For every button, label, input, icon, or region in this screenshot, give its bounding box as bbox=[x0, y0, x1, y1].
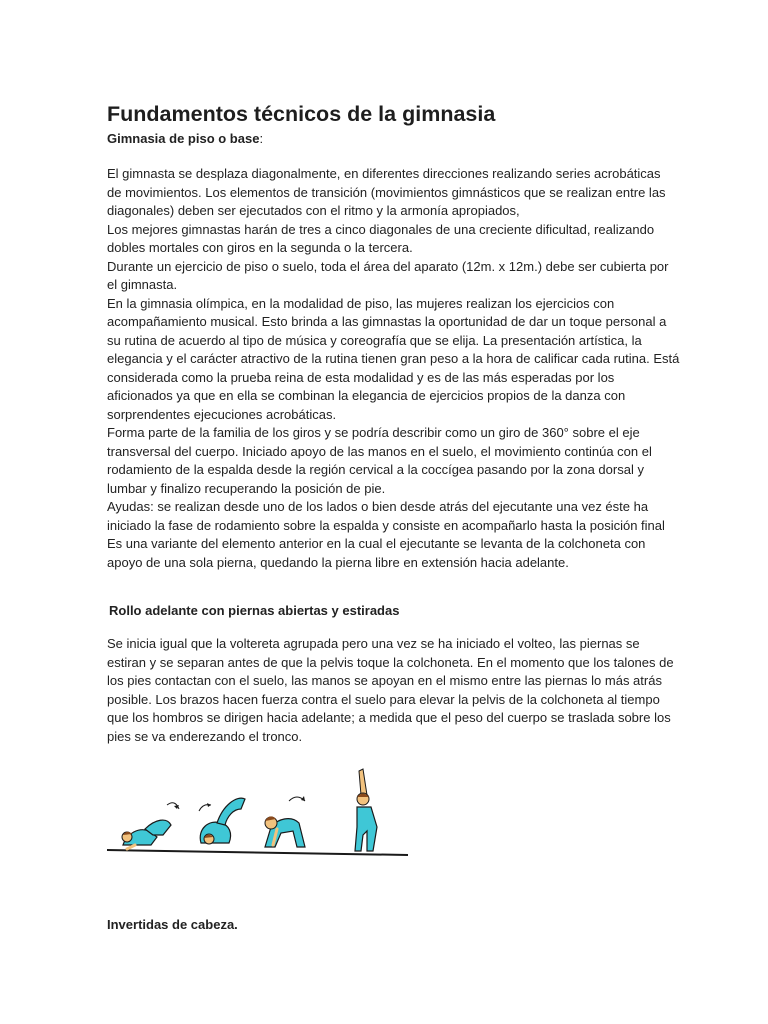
text-line: Se inicia igual que la voltereta agrupada pero una vez se ha iniciado el volteo, las piernas se bbox=[107, 636, 640, 651]
text-line: aficionados ya que en ella se combinan la elegancia de ejercicios propios de la danza con bbox=[107, 388, 626, 403]
page-title: Fundamentos técnicos de la gimnasia bbox=[107, 102, 496, 126]
section-heading-headstands: Invertidas de cabeza. bbox=[107, 917, 238, 932]
section-subtitle bbox=[107, 131, 263, 146]
text-line: En la gimnasia olímpica, en la modalidad de piso, las mujeres realizan los ejercicios con bbox=[107, 295, 615, 311]
text-line: Ayudas: se realizan desde uno de los lados o bien desde atrás del ejecutante una vez éste ha bbox=[107, 499, 649, 514]
text-line: acompañamiento musical. Esto brinda a las gimnastas la oportunidad de dar un toque personal a bbox=[107, 314, 667, 329]
text-line: rodamiento de la espalda desde la región cervical a la coccígea pasando por la zona dorsal y bbox=[107, 462, 644, 477]
arrowhead-icon bbox=[207, 803, 211, 807]
text-line: diagonales) deben ser ejecutados con el ritmo y la armonía apropiados, bbox=[107, 203, 520, 218]
text-line: de movimientos. Los elementos de transición (movimientos gimnásticos que se realizan entre las bbox=[107, 184, 666, 200]
text-line: elegancia y el carácter atractivo de la rutina tienen gran peso a la hora de calificar cada rutina. Está bbox=[107, 351, 680, 366]
text-line: considerada como la prueba reina de esta modalidad y es de las más esperadas por los bbox=[107, 369, 615, 385]
text-line: sorprendentes ejecuciones acrobáticas. bbox=[107, 406, 337, 422]
section-heading-straddle-roll: Rollo adelante con piernas abiertas y estiradas bbox=[109, 603, 400, 618]
text-line: apoyo de una sola pierna, quedando la pierna libre en extensión hacia adelante. bbox=[107, 554, 569, 570]
text-line: lumbar y finalizo recuperando la posición de pie. bbox=[107, 480, 386, 496]
text-line: El gimnasta se desplaza diagonalmente, en diferentes direcciones realizando series acrobáticas bbox=[107, 166, 661, 181]
gymnast-figure-3 bbox=[265, 816, 305, 847]
text-line: los pies contactan con el suelo, las manos se apoyan en el mismo entre las piernas lo más atrás bbox=[107, 673, 662, 688]
text-line: estiran y se separan antes de que la pelvis toque la colchoneta. En el momento que los talones de bbox=[107, 654, 674, 670]
text-line: Durante un ejercicio de piso o suelo, toda el área del aparato (12m. x 12m.) debe ser cubierta por bbox=[107, 258, 669, 274]
text-line: que los hombros se dirigen hacia adelante; a medida que el peso del cuerpo se traslada sobre los bbox=[107, 710, 671, 725]
text-line: iniciado la fase de rodamiento sobre la espalda y consiste en acompañarlo hasta la posición final bbox=[107, 517, 665, 533]
text-line: Forma parte de la familia de los giros y se podría describir como un giro de 360° sobre el eje bbox=[107, 425, 640, 440]
gymnast-figure-1 bbox=[122, 820, 171, 849]
text-line: pies se va enderezando el tronco. bbox=[107, 728, 303, 744]
text-line: dobles mortales con giros en la segunda o la tercera. bbox=[107, 240, 413, 255]
paragraph-straddle-roll bbox=[107, 635, 674, 746]
floor-line bbox=[107, 850, 408, 855]
gymnast-figure-4 bbox=[355, 769, 377, 851]
text-line: Los mejores gimnastas harán de tres a cinco diagonales de una creciente dificultad, realizando bbox=[107, 221, 655, 237]
forward-roll-illustration bbox=[105, 765, 410, 860]
text-line: su rutina de acuerdo al tipo de música y coreografía que se elija. La presentación artística, la bbox=[107, 332, 642, 348]
text-line: transversal del cuerpo. Iniciado apoyo de las manos en el suelo, el movimiento continúa con el bbox=[107, 443, 652, 459]
subtitle-bold-text: Gimnasia de piso o base bbox=[107, 131, 260, 146]
text-line: posible. Los brazos hacen fuerza contra el suelo para elevar la pelvis de la colchoneta al tiempo bbox=[107, 691, 660, 707]
paragraph-floor-gymnastics bbox=[107, 165, 680, 572]
text-line: el gimnasta. bbox=[107, 277, 178, 292]
text-line: Es una variante del elemento anterior en la cual el ejecutante se levanta de la colchoneta con bbox=[107, 536, 646, 551]
subtitle-colon: : bbox=[259, 131, 264, 146]
